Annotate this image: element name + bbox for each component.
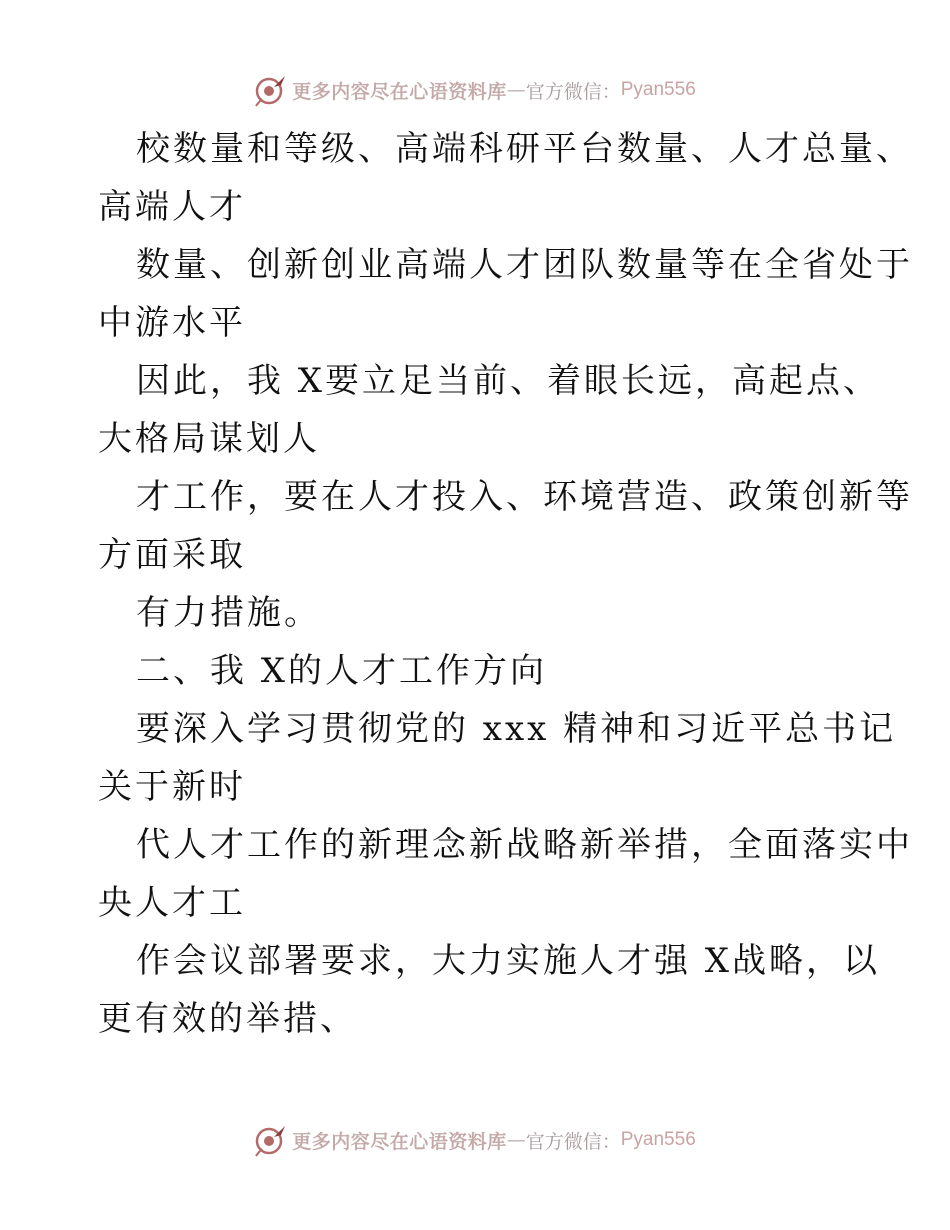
footer-watermark <box>0 1120 950 1160</box>
header-watermark <box>0 70 950 110</box>
watermark-label: 官方微信： <box>525 1130 621 1153</box>
text-line: 才工作，要在人才投入、环境营造、政策创新等 <box>136 477 913 517</box>
watermark-separator: — <box>506 79 526 101</box>
watermark-separator: — <box>506 1129 526 1151</box>
text-line: 有力措施。 <box>136 593 321 633</box>
text-line: 因此，我 X要立足当前、着眼长远，高起点、 <box>136 361 881 401</box>
text-line: 校数量和等级、高端科研平台数量、人才总量、 <box>136 129 913 169</box>
text-line: 方面采取 <box>98 535 246 575</box>
text-line: 更有效的举措、 <box>98 999 357 1039</box>
text-line: 中游水平 <box>98 303 246 343</box>
text-line: 作会议部署要求，大力实施人才强 X战略，以 <box>136 941 881 981</box>
text-line: 代人才工作的新理念新战略新举措，全面落实中 <box>136 825 913 865</box>
document-body <box>98 120 913 1048</box>
text-line: 数量、创新创业高端人才团队数量等在全省处于 <box>136 245 913 285</box>
quill-logo-icon <box>254 1123 288 1157</box>
text-line: 大格局谋划人 <box>98 419 320 459</box>
watermark-wechat-id: Pyan556 <box>620 79 696 100</box>
watermark-wechat-id: Pyan556 <box>620 1129 696 1150</box>
watermark-main-text: 更多内容尽在心语资料库 <box>292 80 507 103</box>
text-line: 央人才工 <box>98 883 246 923</box>
text-line: 关于新时 <box>98 767 246 807</box>
text-line: 要深入学习贯彻党的 xxx 精神和习近平总书记 <box>136 709 897 749</box>
section-heading: 二、我 X的人才工作方向 <box>136 651 548 691</box>
watermark-label: 官方微信： <box>525 80 621 103</box>
watermark-main-text: 更多内容尽在心语资料库 <box>292 1130 507 1153</box>
quill-logo-icon <box>254 73 288 107</box>
text-line: 高端人才 <box>98 187 246 227</box>
